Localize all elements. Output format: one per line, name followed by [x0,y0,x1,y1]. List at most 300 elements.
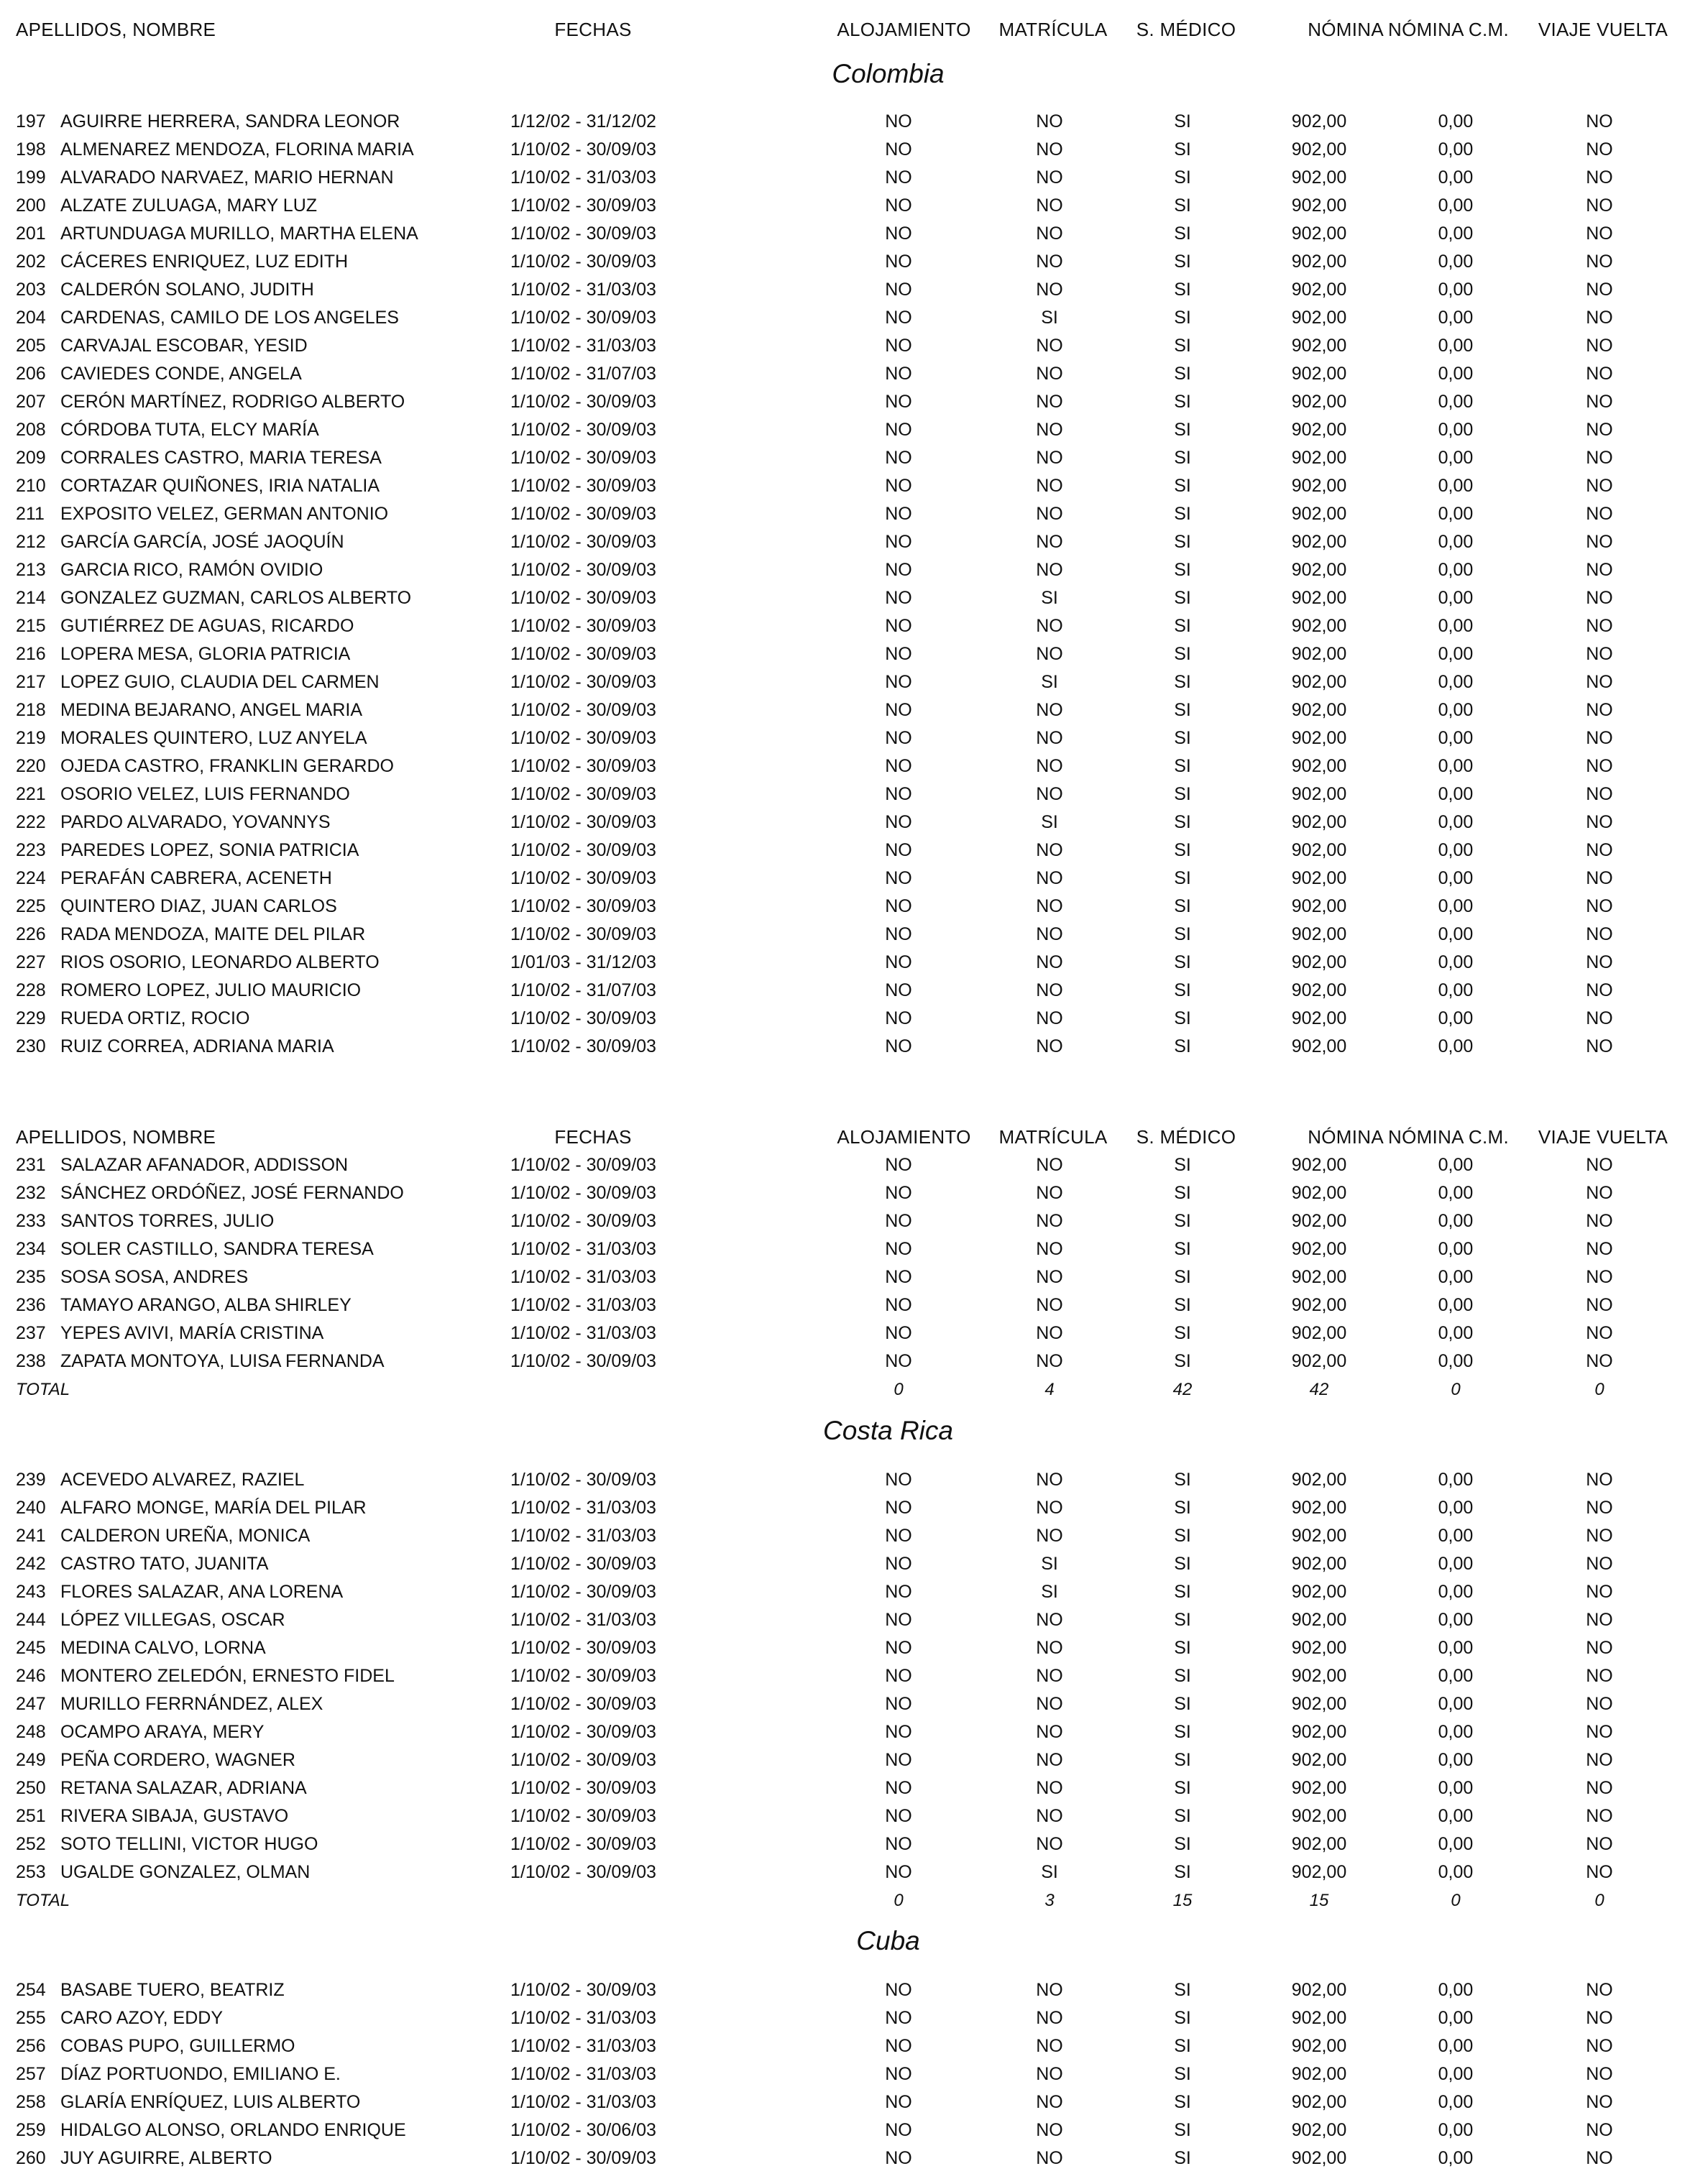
row-nomina: 902,00 [1291,588,1347,608]
row-viaje-vuelta: NO [1586,1036,1613,1056]
row-name: CASTRO TATO, JUANITA [60,1554,269,1574]
row-nomina: 902,00 [1291,560,1347,580]
row-smedico: SI [1174,2008,1191,2028]
row-nomina: 902,00 [1291,1526,1347,1546]
row-number: 226 [16,924,46,944]
row-nomina: 902,00 [1291,1582,1347,1602]
table-row [0,1235,1690,1263]
row-number: 227 [16,952,46,972]
row-fechas: 1/10/02 - 30/09/03 [510,252,656,272]
row-alojamiento: NO [885,1750,912,1770]
row-nomina-cm: 0,00 [1438,1778,1474,1798]
row-viaje-vuelta: NO [1586,1806,1613,1826]
table-row [0,192,1690,220]
row-number: 222 [16,812,46,832]
table-row [0,2004,1690,2032]
row-viaje-vuelta: NO [1586,448,1613,468]
row-name: CORTAZAR QUIÑONES, IRIA NATALIA [60,476,380,496]
row-name: ACEVEDO ALVAREZ, RAZIEL [60,1470,305,1490]
row-fechas: 1/10/02 - 31/03/03 [510,2008,656,2028]
row-name: GUTIÉRREZ DE AGUAS, RICARDO [60,616,354,636]
row-matricula: NO [1036,784,1063,804]
row-fechas: 1/10/02 - 31/03/03 [510,2092,656,2112]
header-matricula: MATRÍCULA [998,1126,1108,1148]
row-nomina: 902,00 [1291,784,1347,804]
row-nomina: 902,00 [1291,504,1347,524]
row-nomina: 902,00 [1291,1155,1347,1175]
row-name: CÓRDOBA TUTA, ELCY MARÍA [60,420,319,440]
row-nomina-cm: 0,00 [1438,1722,1474,1742]
row-matricula: NO [1036,1526,1063,1546]
row-number: 251 [16,1806,46,1826]
row-matricula: NO [1036,952,1063,972]
row-matricula: NO [1036,616,1063,636]
row-smedico: SI [1174,1211,1191,1231]
row-smedico: SI [1174,280,1191,300]
row-alojamiento: NO [885,1036,912,1056]
row-number: 241 [16,1526,46,1546]
row-viaje-vuelta: NO [1586,1722,1613,1742]
total-alojamiento: 0 [894,1891,904,1910]
row-matricula: NO [1036,896,1063,916]
row-matricula: NO [1036,2148,1063,2168]
header-alojamiento: ALOJAMIENTO [837,1126,971,1148]
total-label: TOTAL [16,1380,70,1399]
row-smedico: SI [1174,1470,1191,1490]
table-row [0,276,1690,304]
table-row [0,949,1690,977]
row-smedico: SI [1174,308,1191,328]
row-number: 206 [16,364,46,384]
row-smedico: SI [1174,476,1191,496]
row-matricula: NO [1036,1980,1063,2000]
table-row [0,416,1690,444]
row-smedico: SI [1174,1750,1191,1770]
header-apellidos: APELLIDOS, NOMBRE [16,1126,216,1148]
row-matricula: NO [1036,2092,1063,2112]
row-name: PARDO ALVARADO, YOVANNYS [60,812,331,832]
row-alojamiento: NO [885,280,912,300]
total-viaje-vuelta: 0 [1594,1380,1604,1399]
row-viaje-vuelta: NO [1586,392,1613,412]
row-name: EXPOSITO VELEZ, GERMAN ANTONIO [60,504,389,524]
row-viaje-vuelta: NO [1586,1778,1613,1798]
table-row [0,893,1690,921]
row-viaje-vuelta: NO [1586,1267,1613,1287]
row-name: CALDERON UREÑA, MONICA [60,1526,311,1546]
row-name: FLORES SALAZAR, ANA LORENA [60,1582,344,1602]
row-fechas: 1/10/02 - 31/03/03 [510,1295,656,1315]
row-name: RUEDA ORTIZ, ROCIO [60,1008,250,1028]
row-viaje-vuelta: NO [1586,139,1613,160]
row-viaje-vuelta: NO [1586,1155,1613,1175]
row-viaje-vuelta: NO [1586,588,1613,608]
row-smedico: SI [1174,1638,1191,1658]
row-nomina: 902,00 [1291,111,1347,132]
table-row [0,865,1690,893]
country-title-costa-rica: Costa Rica [823,1416,953,1445]
row-alojamiento: NO [885,532,912,552]
row-nomina-cm: 0,00 [1438,1638,1474,1658]
row-matricula: NO [1036,924,1063,944]
table-row [0,2060,1690,2088]
row-alojamiento: NO [885,644,912,664]
row-fechas: 1/10/02 - 30/09/03 [510,1834,656,1854]
row-smedico: SI [1174,1267,1191,1287]
row-alojamiento: NO [885,672,912,692]
header-nomina-cm: NÓMINA C.M. [1388,19,1509,40]
row-matricula: NO [1036,336,1063,356]
table-row [0,248,1690,276]
row-smedico: SI [1174,980,1191,1000]
row-alojamiento: NO [885,980,912,1000]
table-row [0,780,1690,808]
header-nomina: NÓMINA [1308,19,1384,40]
row-number: 220 [16,756,46,776]
row-smedico: SI [1174,252,1191,272]
row-fechas: 1/10/02 - 30/09/03 [510,616,656,636]
row-smedico: SI [1174,336,1191,356]
table-row [0,1746,1690,1774]
table-row [0,1690,1690,1718]
row-smedico: SI [1174,224,1191,244]
row-alojamiento: NO [885,560,912,580]
row-nomina: 902,00 [1291,1694,1347,1714]
row-nomina-cm: 0,00 [1438,784,1474,804]
row-alojamiento: NO [885,111,912,132]
row-viaje-vuelta: NO [1586,1694,1613,1714]
table-row [0,528,1690,556]
row-number: 199 [16,167,46,188]
row-nomina-cm: 0,00 [1438,1806,1474,1826]
row-alojamiento: NO [885,700,912,720]
row-alojamiento: NO [885,868,912,888]
row-nomina-cm: 0,00 [1438,868,1474,888]
row-number: 207 [16,392,46,412]
row-smedico: SI [1174,1834,1191,1854]
row-smedico: SI [1174,167,1191,188]
row-name: UGALDE GONZALEZ, OLMAN [60,1862,311,1882]
row-matricula: NO [1036,644,1063,664]
row-nomina: 902,00 [1291,1470,1347,1490]
row-number: 250 [16,1778,46,1798]
row-name: GLARÍA ENRÍQUEZ, LUIS ALBERTO [60,2092,361,2112]
row-nomina: 902,00 [1291,1778,1347,1798]
row-name: OSORIO VELEZ, LUIS FERNANDO [60,784,350,804]
row-nomina: 902,00 [1291,1295,1347,1315]
row-fechas: 1/10/02 - 31/03/03 [510,1526,656,1546]
row-alojamiento: NO [885,1498,912,1518]
row-name: RIVERA SIBAJA, GUSTAVO [60,1806,289,1826]
row-number: 231 [16,1155,46,1175]
table-row [0,1550,1690,1578]
row-alojamiento: NO [885,2092,912,2112]
row-viaje-vuelta: NO [1586,1498,1613,1518]
row-viaje-vuelta: NO [1586,672,1613,692]
row-nomina-cm: 0,00 [1438,672,1474,692]
row-nomina-cm: 0,00 [1438,644,1474,664]
row-alojamiento: NO [885,1470,912,1490]
table-row [0,2116,1690,2144]
row-name: PAREDES LOPEZ, SONIA PATRICIA [60,840,359,860]
row-smedico: SI [1174,952,1191,972]
row-viaje-vuelta: NO [1586,1211,1613,1231]
row-nomina-cm: 0,00 [1438,1155,1474,1175]
row-nomina: 902,00 [1291,1036,1347,1056]
row-nomina: 902,00 [1291,1554,1347,1574]
row-name: SOSA SOSA, ANDRES [60,1267,249,1287]
row-name: CARDENAS, CAMILO DE LOS ANGELES [60,308,399,328]
row-smedico: SI [1174,812,1191,832]
row-matricula: NO [1036,1694,1063,1714]
row-smedico: SI [1174,1980,1191,2000]
row-fechas: 1/01/03 - 31/12/03 [510,952,656,972]
row-nomina-cm: 0,00 [1438,1610,1474,1630]
table-row [0,2032,1690,2060]
row-alojamiento: NO [885,420,912,440]
row-nomina: 902,00 [1291,1008,1347,1028]
row-smedico: SI [1174,111,1191,132]
row-matricula: NO [1036,700,1063,720]
row-number: 223 [16,840,46,860]
row-alojamiento: NO [885,1351,912,1371]
row-name: GARCÍA GARCÍA, JOSÉ JAOQUÍN [60,532,344,552]
table-row [0,1578,1690,1606]
table-row [0,1606,1690,1634]
row-fechas: 1/10/02 - 30/09/03 [510,476,656,496]
row-fechas: 1/10/02 - 30/09/03 [510,700,656,720]
row-number: 260 [16,2148,46,2168]
row-viaje-vuelta: NO [1586,1610,1613,1630]
row-fechas: 1/10/02 - 30/09/03 [510,1183,656,1203]
row-alojamiento: NO [885,1211,912,1231]
row-matricula: NO [1036,1778,1063,1798]
row-alojamiento: NO [885,252,912,272]
row-viaje-vuelta: NO [1586,2148,1613,2168]
row-number: 239 [16,1470,46,1490]
row-alojamiento: NO [885,448,912,468]
row-nomina: 902,00 [1291,1351,1347,1371]
row-fechas: 1/12/02 - 31/12/02 [510,111,656,132]
row-name: RUIZ CORREA, ADRIANA MARIA [60,1036,334,1056]
row-alojamiento: NO [885,1778,912,1798]
total-row-costa-rica [0,1886,1690,1915]
row-smedico: SI [1174,1323,1191,1343]
row-number: 215 [16,616,46,636]
row-number: 212 [16,532,46,552]
row-number: 246 [16,1666,46,1686]
row-matricula: NO [1036,280,1063,300]
row-fechas: 1/10/02 - 30/09/03 [510,308,656,328]
row-matricula: SI [1041,588,1058,608]
row-nomina: 902,00 [1291,840,1347,860]
table-row [0,444,1690,472]
table-header [0,16,1690,44]
row-smedico: SI [1174,420,1191,440]
row-fechas: 1/10/02 - 30/09/03 [510,672,656,692]
row-fechas: 1/10/02 - 30/09/03 [510,392,656,412]
row-name: LOPERA MESA, GLORIA PATRICIA [60,644,351,664]
row-viaje-vuelta: NO [1586,728,1613,748]
row-matricula: NO [1036,1008,1063,1028]
row-number: 236 [16,1295,46,1315]
row-alojamiento: NO [885,1155,912,1175]
row-nomina: 902,00 [1291,308,1347,328]
row-fechas: 1/10/02 - 30/09/03 [510,504,656,524]
header-apellidos: APELLIDOS, NOMBRE [16,19,216,40]
row-matricula: SI [1041,672,1058,692]
row-name: HIDALGO ALONSO, ORLANDO ENRIQUE [60,2120,406,2140]
row-smedico: SI [1174,1036,1191,1056]
row-alojamiento: NO [885,167,912,188]
row-nomina: 902,00 [1291,252,1347,272]
row-smedico: SI [1174,868,1191,888]
row-name: QUINTERO DIAZ, JUAN CARLOS [60,896,337,916]
row-name: LÓPEZ VILLEGAS, OSCAR [60,1610,285,1630]
row-nomina: 902,00 [1291,672,1347,692]
row-viaje-vuelta: NO [1586,952,1613,972]
row-fechas: 1/10/02 - 30/09/03 [510,1722,656,1742]
row-number: 216 [16,644,46,664]
row-smedico: SI [1174,195,1191,216]
row-nomina-cm: 0,00 [1438,392,1474,412]
row-name: MURILLO FERRNÁNDEZ, ALEX [60,1694,323,1714]
row-name: GARCIA RICO, RAMÓN OVIDIO [60,560,323,580]
row-nomina-cm: 0,00 [1438,2064,1474,2084]
row-fechas: 1/10/02 - 30/09/03 [510,1351,656,1371]
header-fechas: FECHAS [554,1126,632,1148]
row-matricula: NO [1036,504,1063,524]
row-viaje-vuelta: NO [1586,2120,1613,2140]
table-row [0,1291,1690,1319]
row-nomina: 902,00 [1291,1722,1347,1742]
row-smedico: SI [1174,644,1191,664]
row-matricula: NO [1036,1750,1063,1770]
row-matricula: NO [1036,1211,1063,1231]
row-number: 210 [16,476,46,496]
row-matricula: NO [1036,2008,1063,2028]
table-row [0,1662,1690,1690]
row-matricula: NO [1036,1666,1063,1686]
row-number: 209 [16,448,46,468]
row-name: TAMAYO ARANGO, ALBA SHIRLEY [60,1295,352,1315]
row-nomina-cm: 0,00 [1438,1526,1474,1546]
row-nomina-cm: 0,00 [1438,1267,1474,1287]
row-alojamiento: NO [885,1806,912,1826]
row-fechas: 1/10/02 - 30/09/03 [510,1750,656,1770]
row-number: 214 [16,588,46,608]
row-nomina: 902,00 [1291,2064,1347,2084]
row-smedico: SI [1174,728,1191,748]
row-nomina-cm: 0,00 [1438,812,1474,832]
row-fechas: 1/10/02 - 30/09/03 [510,1582,656,1602]
row-alojamiento: NO [885,1862,912,1882]
row-name: ARTUNDUAGA MURILLO, MARTHA ELENA [60,224,418,244]
header-viaje-vuelta: VIAJE VUELTA [1538,19,1668,40]
row-nomina-cm: 0,00 [1438,252,1474,272]
row-matricula: NO [1036,364,1063,384]
table-row [0,1466,1690,1494]
row-viaje-vuelta: NO [1586,280,1613,300]
row-matricula: NO [1036,1323,1063,1343]
table-row [0,556,1690,584]
row-alojamiento: NO [885,1295,912,1315]
row-alojamiento: NO [885,896,912,916]
row-fechas: 1/10/02 - 30/09/03 [510,1778,656,1798]
row-nomina-cm: 0,00 [1438,280,1474,300]
row-nomina: 902,00 [1291,420,1347,440]
row-nomina-cm: 0,00 [1438,1498,1474,1518]
row-nomina-cm: 0,00 [1438,1694,1474,1714]
row-nomina: 902,00 [1291,224,1347,244]
row-viaje-vuelta: NO [1586,700,1613,720]
row-fechas: 1/10/02 - 30/09/03 [510,448,656,468]
row-matricula: NO [1036,1295,1063,1315]
row-alojamiento: NO [885,1638,912,1658]
row-nomina: 902,00 [1291,644,1347,664]
row-smedico: SI [1174,1610,1191,1630]
row-nomina-cm: 0,00 [1438,336,1474,356]
row-nomina-cm: 0,00 [1438,700,1474,720]
total-alojamiento: 0 [894,1380,904,1399]
row-matricula: NO [1036,195,1063,216]
row-smedico: SI [1174,896,1191,916]
table-row [0,724,1690,752]
table-row [0,668,1690,696]
row-nomina-cm: 0,00 [1438,560,1474,580]
row-viaje-vuelta: NO [1586,308,1613,328]
row-nomina: 902,00 [1291,2148,1347,2168]
row-nomina: 902,00 [1291,392,1347,412]
row-viaje-vuelta: NO [1586,784,1613,804]
row-smedico: SI [1174,2148,1191,2168]
row-alojamiento: NO [885,195,912,216]
row-name: BASABE TUERO, BEATRIZ [60,1980,285,2000]
row-matricula: NO [1036,980,1063,1000]
row-fechas: 1/10/02 - 30/09/03 [510,896,656,916]
row-fechas: 1/10/02 - 30/09/03 [510,644,656,664]
row-alojamiento: NO [885,588,912,608]
row-fechas: 1/10/02 - 30/09/03 [510,1211,656,1231]
row-number: 234 [16,1239,46,1259]
row-fechas: 1/10/02 - 30/09/03 [510,784,656,804]
row-number: 205 [16,336,46,356]
total-matricula: 4 [1044,1380,1055,1399]
row-name: SOTO TELLINI, VICTOR HUGO [60,1834,318,1854]
row-number: 198 [16,139,46,160]
row-fechas: 1/10/02 - 31/03/03 [510,1323,656,1343]
row-name: RETANA SALAZAR, ADRIANA [60,1778,307,1798]
row-fechas: 1/10/02 - 30/09/03 [510,756,656,776]
row-name: SALAZAR AFANADOR, ADDISSON [60,1155,349,1175]
row-viaje-vuelta: NO [1586,756,1613,776]
row-smedico: SI [1174,532,1191,552]
row-fechas: 1/10/02 - 30/09/03 [510,868,656,888]
table-row [0,388,1690,416]
table-row [0,1347,1690,1376]
row-viaje-vuelta: NO [1586,224,1613,244]
row-number: 233 [16,1211,46,1231]
row-number: 204 [16,308,46,328]
row-alojamiento: NO [885,1323,912,1343]
row-name: CAVIEDES CONDE, ANGELA [60,364,302,384]
row-smedico: SI [1174,504,1191,524]
row-nomina-cm: 0,00 [1438,2036,1474,2056]
table-row [0,360,1690,388]
table-row [0,1976,1690,2004]
row-number: 252 [16,1834,46,1854]
row-name: MORALES QUINTERO, LUZ ANYELA [60,728,367,748]
